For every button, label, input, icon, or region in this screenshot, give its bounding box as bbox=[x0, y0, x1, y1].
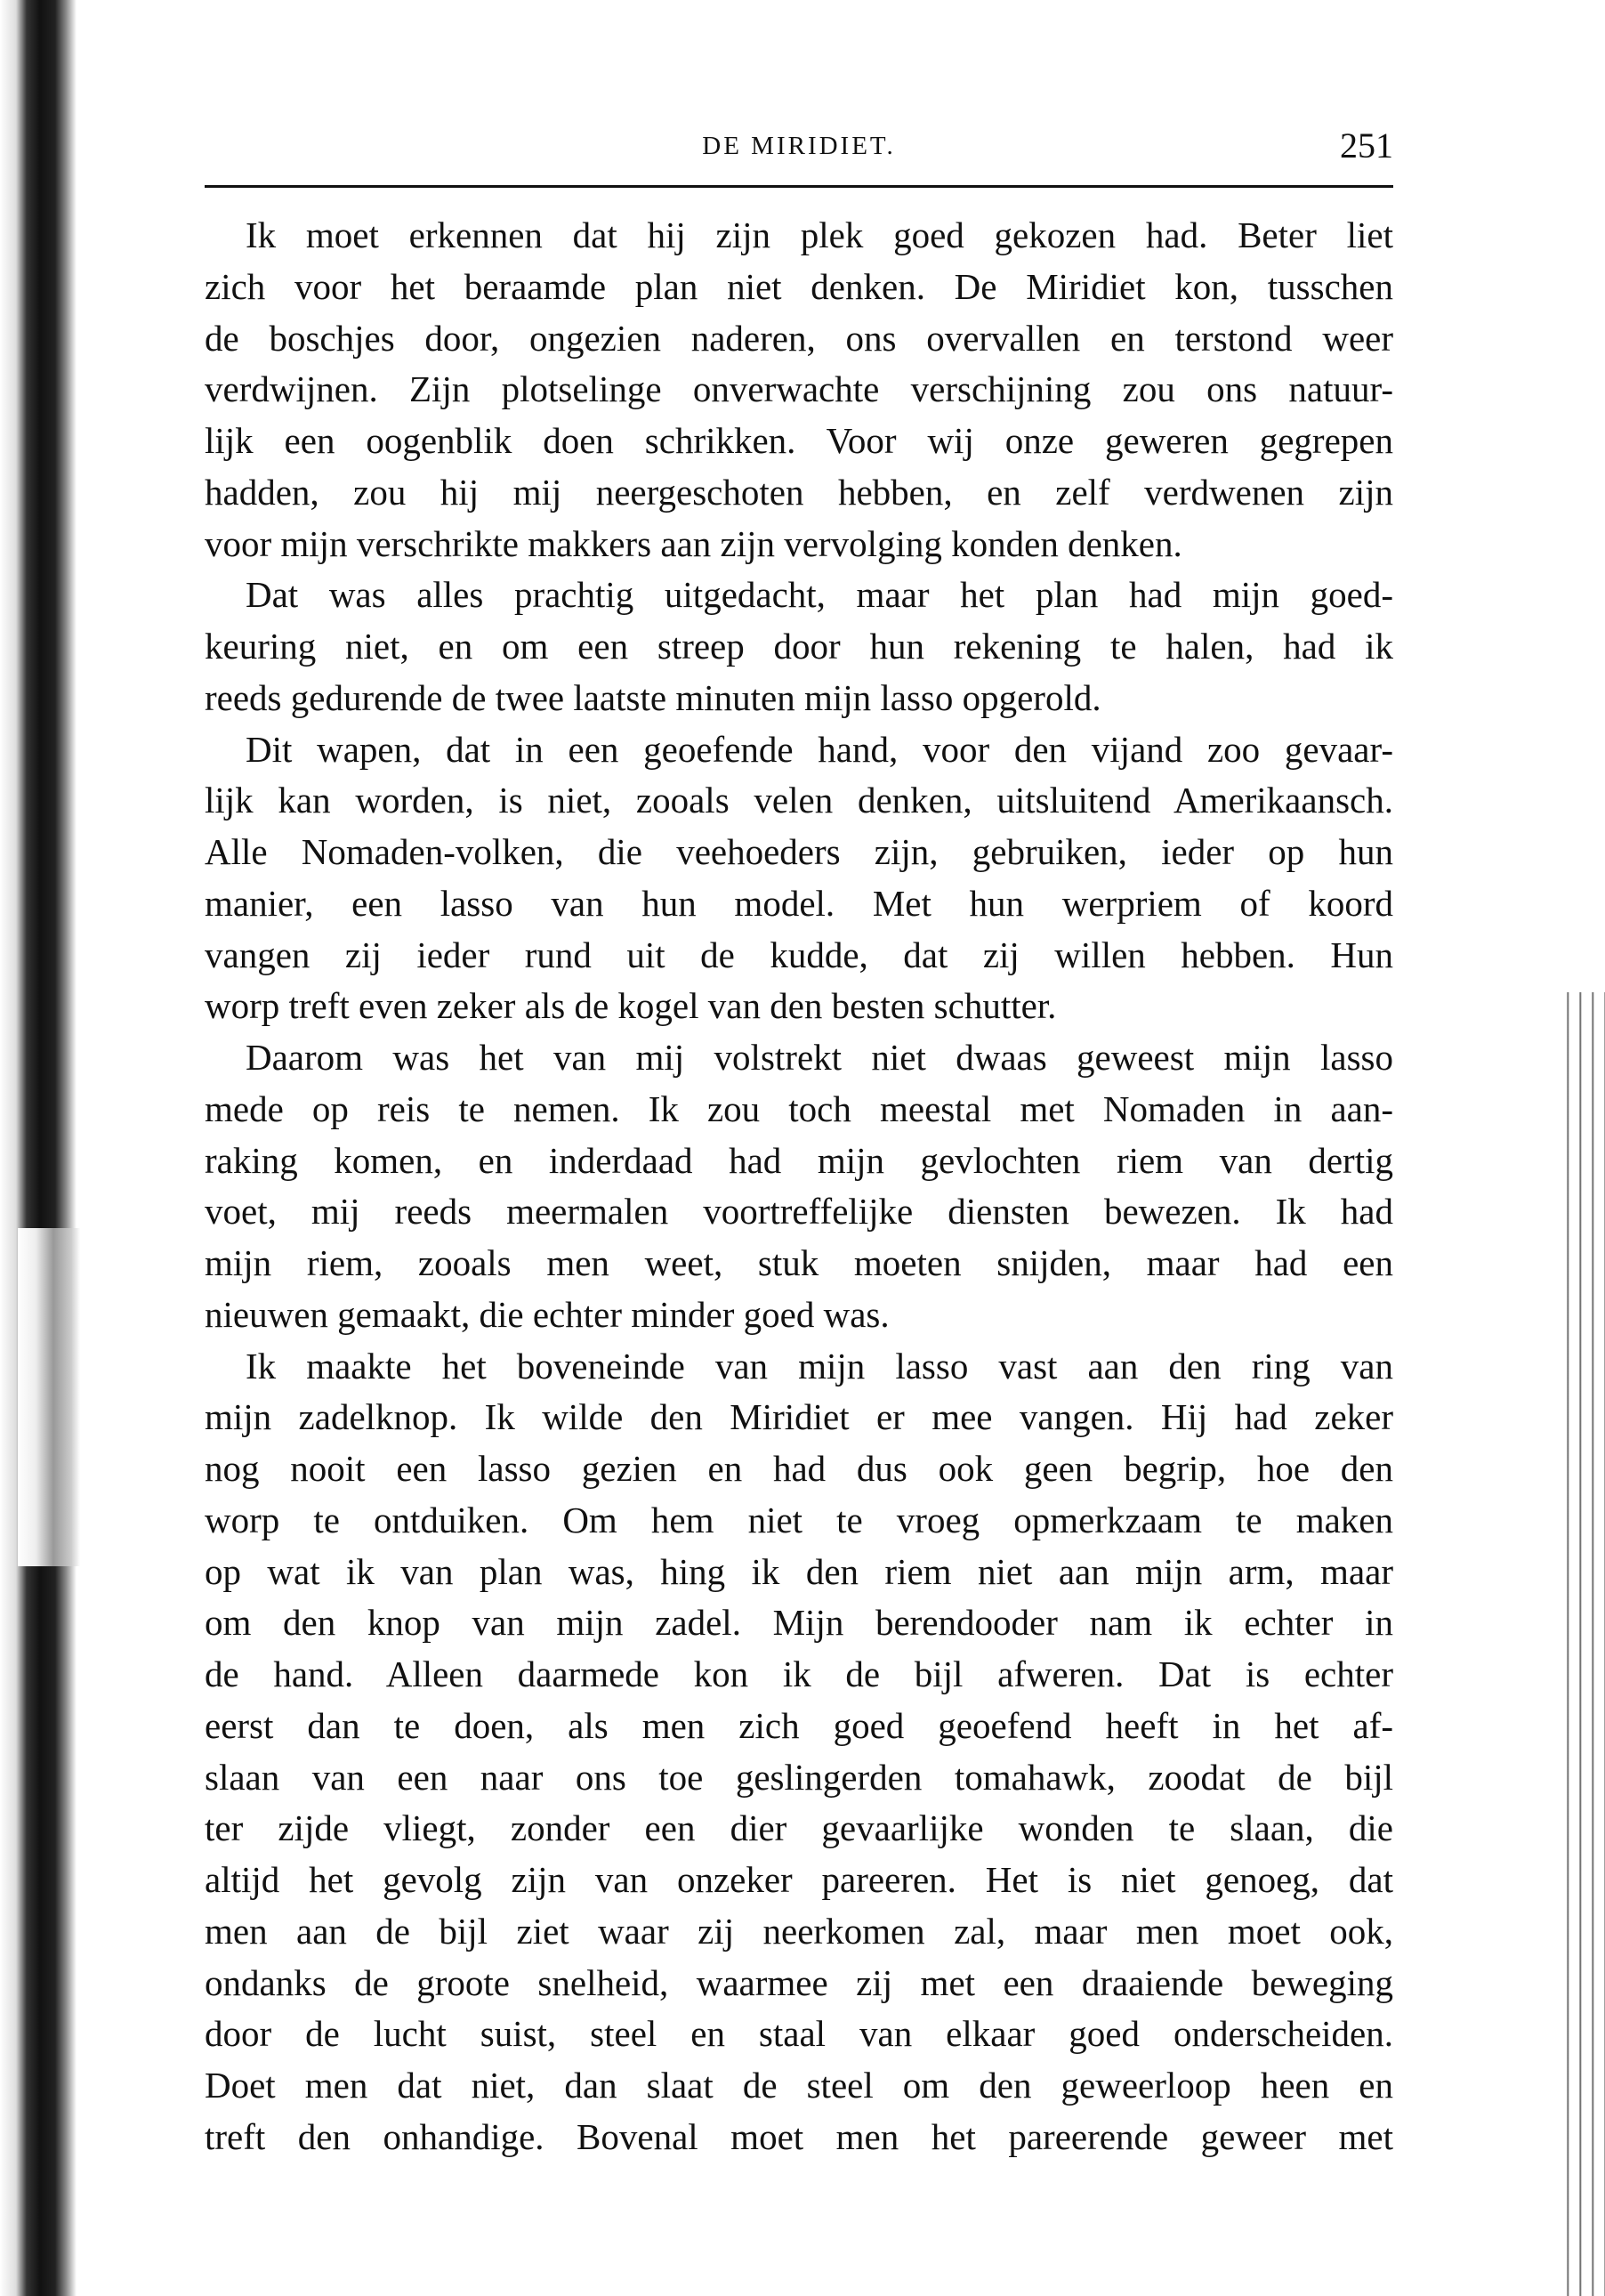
text-line: ondanks de groote snelheid, waarmee zij met een draaiende beweging bbox=[205, 1961, 1393, 2003]
text-line: op wat ik van plan was, hing ik den riem niet aan mijn arm, maar bbox=[205, 1550, 1393, 1592]
text-line: voor mijn verschrikte makkers aan zijn vervolging konden denken. bbox=[205, 522, 1182, 564]
text-line: lijk een oogenblik doen schrikken. Voor wij onze geweren gegrepen bbox=[205, 420, 1393, 461]
text-line: Doet men dat niet, dan slaat de steel om den geweerloop heen en bbox=[205, 2065, 1393, 2106]
text-line: worp te ontduiken. Om hem niet te vroeg opmerkzaam te maken bbox=[205, 1499, 1393, 1540]
running-head bbox=[205, 125, 1393, 178]
text-line: om den knop van mijn zadel. Mijn berendooder nam ik echter in bbox=[205, 1602, 1393, 1644]
text-line: slaan van een naar ons toe geslingerden tomahawk, zoodat de bijl bbox=[205, 1756, 1393, 1798]
paragraph bbox=[205, 570, 1393, 724]
text-line: treft den onhandige. Bovenal moet men het pareerende geweer met bbox=[205, 2115, 1393, 2157]
header-rule bbox=[205, 185, 1393, 188]
text-line: mede op reis te nemen. Ik zou toch meestal met Nomaden in aan- bbox=[205, 1087, 1393, 1129]
paragraph bbox=[205, 1032, 1393, 1341]
text-line: mijn riem, zooals men weet, stuk moeten snijden, maar had een bbox=[205, 1242, 1393, 1283]
page-number: 251 bbox=[1340, 125, 1393, 166]
text-line: worp treft even zeker als de kogel van den besten schutter. bbox=[205, 985, 1057, 1027]
text-line: ter zijde vliegt, zonder een dier gevaarlijke wonden te slaan, die bbox=[205, 1807, 1393, 1849]
text-line: raking komen, en inderdaad had mijn gevlochten riem van dertig bbox=[205, 1139, 1393, 1181]
text-line: nog nooit een lasso gezien en had dus ook geen begrip, hoe den bbox=[205, 1448, 1393, 1489]
text-line: verdwijnen. Zijn plotselinge onverwachte verschijning zou ons natuur- bbox=[205, 368, 1393, 410]
body-text bbox=[205, 210, 1393, 2163]
running-title: DE MIRIDIET. bbox=[702, 132, 896, 160]
text-line: Ik moet erkennen dat hij zijn plek goed gekozen had. Beter liet bbox=[246, 214, 1393, 255]
paragraph bbox=[205, 210, 1393, 570]
text-line: men aan de bijl ziet waar zij neerkomen zal, maar men moet ook, bbox=[205, 1910, 1393, 1952]
text-line: Dat was alles prachtig uitgedacht, maar het plan had mijn goed- bbox=[246, 574, 1393, 616]
text-line: keuring niet, en om een streep door hun rekening te halen, had ik bbox=[205, 626, 1393, 667]
text-line: manier, een lasso van hun model. Met hun werpriem of koord bbox=[205, 882, 1393, 924]
scan-border-left bbox=[0, 0, 80, 2296]
text-line: door de lucht suist, steel en staal van elkaar goed onderscheiden. bbox=[205, 2013, 1393, 2055]
text-line: mijn zadelknop. Ik wilde den Miridiet er mee vangen. Hij had zeker bbox=[205, 1396, 1393, 1438]
text-line: Daarom was het van mij volstrekt niet dwaas geweest mijn lasso bbox=[246, 1037, 1393, 1078]
text-line: nieuwen gemaakt, die echter minder goed was. bbox=[205, 1293, 890, 1335]
text-line: Alle Nomaden-volken, die veehoeders zijn, gebruiken, ieder op hun bbox=[205, 831, 1393, 872]
scan-border-right bbox=[1561, 992, 1605, 2296]
text-line: de boschjes door, ongezien naderen, ons overvallen en terstond weer bbox=[205, 317, 1393, 359]
text-line: eerst dan te doen, als men zich goed geoefend heeft in het af- bbox=[205, 1704, 1393, 1746]
paragraph bbox=[205, 724, 1393, 1033]
text-line: lijk kan worden, is niet, zooals velen denken, uitsluitend Amerikaansch. bbox=[205, 780, 1393, 821]
paragraph bbox=[205, 1341, 1393, 2163]
text-line: altijd het gevolg zijn van onzeker pareeren. Het is niet genoeg, dat bbox=[205, 1859, 1393, 1900]
text-line: vangen zij ieder rund uit de kudde, dat zij willen hebben. Hun bbox=[205, 934, 1393, 975]
text-line: voet, mij reeds meermalen voortreffelijke diensten bewezen. Ik had bbox=[205, 1191, 1393, 1233]
scan-border-left-fade bbox=[18, 1228, 80, 1566]
text-line: hadden, zou hij mij neergeschoten hebben, en zelf verdwenen zijn bbox=[205, 471, 1393, 513]
text-line: de hand. Alleen daarmede kon ik de bijl afweren. Dat is echter bbox=[205, 1653, 1393, 1694]
text-line: reeds gedurende de twee laatste minuten mijn lasso opgerold. bbox=[205, 676, 1101, 718]
text-line: Ik maakte het boveneinde van mijn lasso vast aan den ring van bbox=[246, 1345, 1393, 1386]
text-line: Dit wapen, dat in een geoefende hand, voor den vijand zoo gevaar- bbox=[246, 728, 1393, 770]
text-line: zich voor het beraamde plan niet denken. De Miridiet kon, tusschen bbox=[205, 265, 1393, 307]
